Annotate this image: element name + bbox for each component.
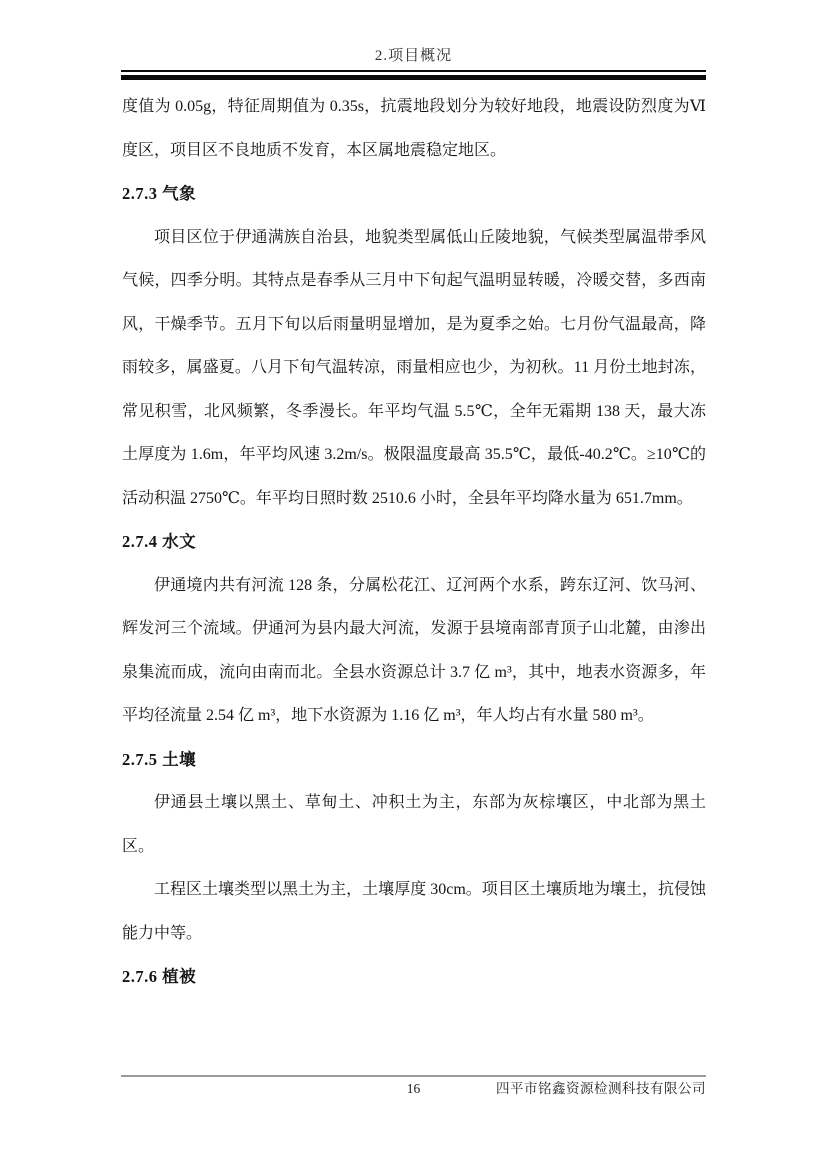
- section-heading: 2.7.6 植被: [122, 967, 197, 986]
- section-heading: 2.7.5 土壤: [122, 749, 197, 769]
- footer-company-name: 四平市铭鑫资源检测科技有限公司: [496, 1081, 706, 1096]
- section-heading: 2.7.3 气象: [122, 184, 197, 203]
- section-paragraph: 项目区位于伊通满族自治县，地貌类型属低山丘陵地貌，气候类型属温带季风气候，四季分明。其特点是春季从三月中下旬起气温明显转暖，冷暖交替，多西南风，干燥季节。五月下旬以后雨量明显增加，是为夏季之始。七月份气温最高，降雨较多，属盛夏。八月下旬气温转凉，雨量相应也少，为初秋。11 月份土地封冻，常见积雪，北风频繁，冬季漫长。年平均气温 5.5℃，全年无霜期 138 天，最大冻土厚度为 1.6m，年平均风速 3.2m/s。极限温度最高 35.5℃，最低-40.2℃。≥10℃的活动积温 2750℃。年平均日照时数 2510.6 小时，全县年平均降水量为 651.7mm。: [122, 228, 706, 507]
- footer-divider-rule: [121, 1075, 706, 1077]
- page-footer: [121, 1080, 706, 1098]
- section-heading: 2.7.4 水文: [122, 532, 197, 551]
- sections-container: [122, 172, 706, 999]
- section-paragraph: 工程区土壤类型以黑土为主，土壤厚度 30cm。项目区土壤质地为壤土，抗侵蚀能力中等。: [122, 881, 706, 942]
- page-header-title: 2.项目概况: [374, 48, 453, 64]
- section-paragraph: 伊通县土壤以黑土、草甸土、冲积土为主，东部为灰棕壤区，中北部为黑土区。: [122, 794, 706, 855]
- intro-paragraph: 度值为 0.05g，特征周期值为 0.35s，抗震地段划分为较好地段，地震设防烈度为Ⅵ度区，项目区不良地质不发育，本区属地震稳定地区。: [122, 98, 706, 159]
- footer-page-number: 16: [406, 1081, 421, 1096]
- section-paragraph: 伊通境内共有河流 128 条，分属松花江、辽河两个水系，跨东辽河、饮马河、辉发河三个流域。伊通河为县内最大河流，发源于县境南部青顶子山北麓，由渗出泉集流而成，流向由南而北。全县水资源总计 3.7 亿 m³，其中，地表水资源多，年平均径流量 2.54 亿 m³，地下水资源为 1.16 亿 m³，年人均占有水量 580 m³。: [122, 576, 706, 724]
- document-body: [122, 85, 706, 999]
- header-divider-rule: [121, 70, 706, 80]
